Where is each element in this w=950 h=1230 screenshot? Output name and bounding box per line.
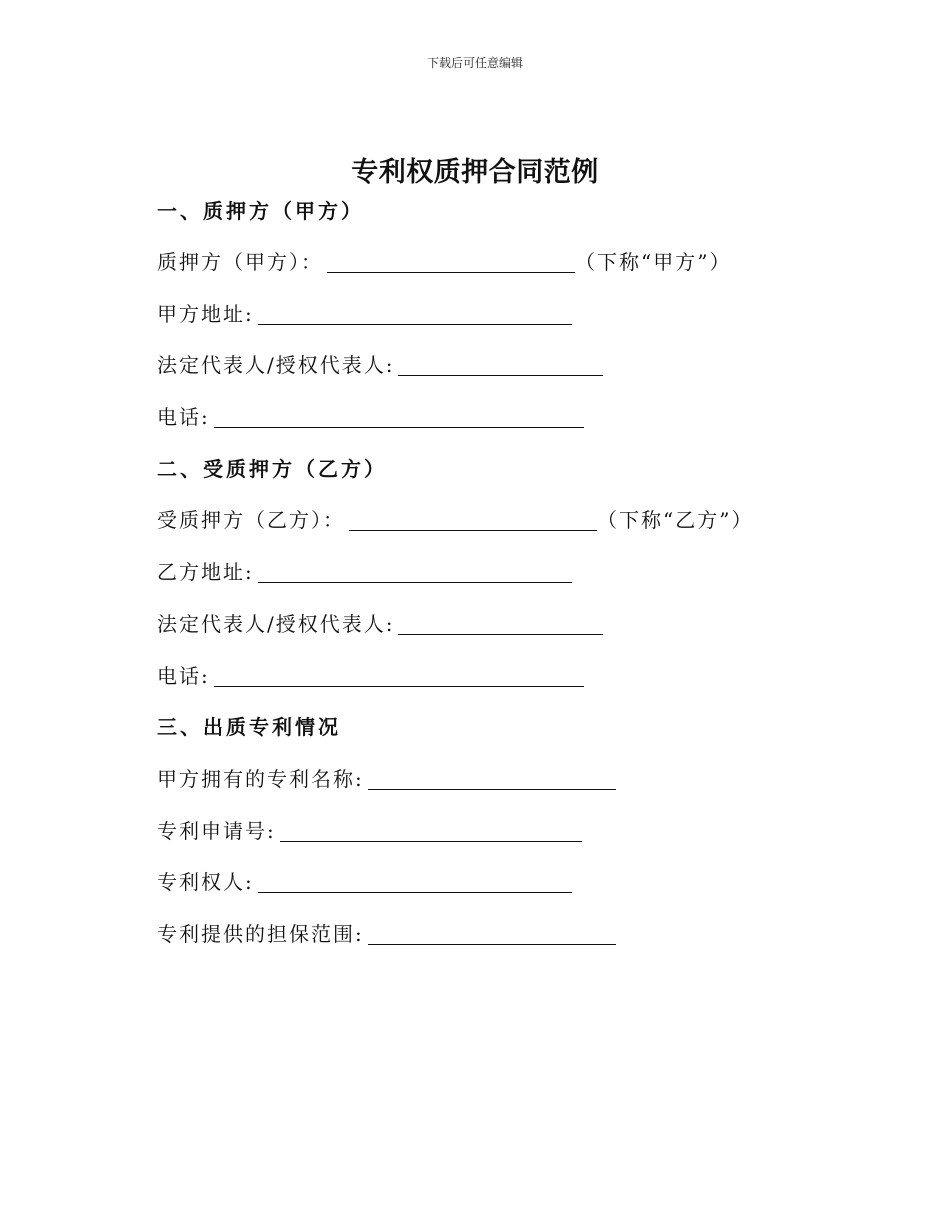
field-pledgor-address bbox=[157, 299, 572, 329]
field-label: 电话: bbox=[157, 664, 210, 688]
field-label: 专利权人: bbox=[157, 870, 254, 894]
section-heading-patent-info: 三、出质专利情况 bbox=[157, 715, 341, 739]
section-heading-pledgee: 二、受质押方（乙方） bbox=[157, 457, 387, 481]
section-heading-pledgor: 一、质押方（甲方） bbox=[157, 199, 364, 223]
pledgor-address-blank[interactable] bbox=[258, 302, 572, 325]
field-label: 法定代表人/授权代表人: bbox=[157, 612, 395, 636]
document-title: 专利权质押合同范例 bbox=[351, 157, 599, 188]
field-pledgor-phone bbox=[157, 402, 584, 432]
patent-holder-blank[interactable] bbox=[258, 870, 572, 893]
pledgee-phone-blank[interactable] bbox=[214, 664, 584, 687]
field-label: 受质押方（乙方）： bbox=[157, 508, 345, 532]
field-label: 质押方（甲方）： bbox=[157, 250, 323, 274]
pledgor-representative-blank[interactable] bbox=[398, 353, 603, 376]
field-label: 专利提供的担保范围: bbox=[157, 922, 364, 946]
field-pledgee-representative bbox=[157, 609, 603, 639]
field-label: 乙方地址: bbox=[157, 560, 254, 584]
field-pledgor-representative bbox=[157, 350, 603, 380]
pledgor-name-blank[interactable] bbox=[327, 250, 575, 273]
field-guarantee-scope bbox=[157, 919, 616, 949]
field-pledgee-address bbox=[157, 557, 572, 587]
field-suffix: （下称“甲方”） bbox=[575, 250, 732, 274]
header-note: 下载后可任意编辑 bbox=[426, 56, 523, 70]
field-pledgee-name bbox=[157, 505, 753, 535]
pledgee-address-blank[interactable] bbox=[258, 560, 572, 583]
patent-name-blank[interactable] bbox=[368, 767, 616, 790]
field-label: 甲方拥有的专利名称: bbox=[157, 767, 364, 791]
guarantee-scope-blank[interactable] bbox=[368, 922, 616, 945]
field-label: 专利申请号: bbox=[157, 819, 276, 843]
field-label: 甲方地址: bbox=[157, 302, 254, 326]
pledgee-name-blank[interactable] bbox=[349, 508, 597, 531]
field-label: 电话: bbox=[157, 405, 210, 429]
patent-application-number-blank[interactable] bbox=[280, 819, 582, 842]
field-pledgor-name bbox=[157, 247, 731, 277]
pledgor-phone-blank[interactable] bbox=[214, 405, 584, 428]
field-label: 法定代表人/授权代表人: bbox=[157, 353, 395, 377]
field-patent-holder bbox=[157, 867, 572, 897]
field-patent-application-number bbox=[157, 816, 582, 846]
field-patent-name bbox=[157, 764, 616, 794]
pledgee-representative-blank[interactable] bbox=[398, 612, 603, 635]
field-suffix: （下称“乙方”） bbox=[597, 508, 754, 532]
field-pledgee-phone bbox=[157, 661, 584, 691]
